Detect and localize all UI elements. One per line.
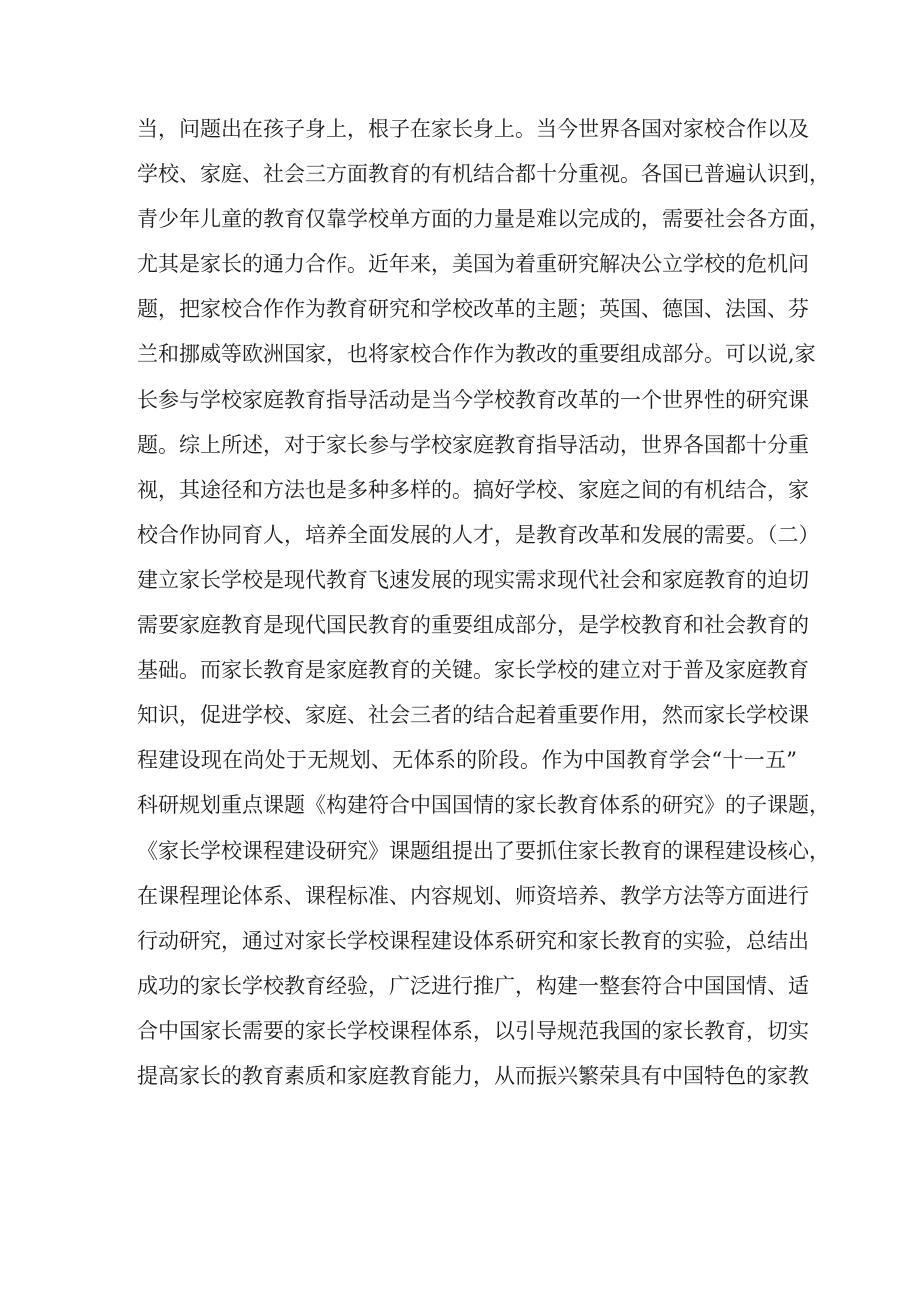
text-line: 兰和挪威等欧洲国家，也将家校合作作为教改的重要组成部分。可以说,家 bbox=[137, 342, 816, 367]
text-line: 基础。而家长教育是家庭教育的关键。家长学校的建立对于普及家庭教育 bbox=[137, 658, 809, 683]
text-line: 尤其是家长的通力合作。近年来，美国为着重研究解决公立学校的危机问 bbox=[137, 252, 809, 277]
text-line: 题。综上所述，对于家长参与学校家庭教育指导活动，世界各国都十分重 bbox=[137, 432, 809, 457]
text-line: 学校、家庭、社会三方面教育的有机结合都十分重视。各国已普遍认识到， bbox=[137, 162, 830, 187]
text-line: 需要家庭教育是现代国民教育的重要组成部分，是学校教育和社会教育的 bbox=[137, 613, 809, 638]
text-line: 青少年儿童的教育仅靠学校单方面的力量是难以完成的，需要社会各方面， bbox=[137, 207, 830, 232]
text-line: 当，问题出在孩子身上，根子在家长身上。当今世界各国对家校合作以及 bbox=[137, 117, 809, 141]
text-line: 程建设现在尚处于无规划、无体系的阶段。作为中国教育学会“十一五” bbox=[137, 748, 797, 773]
text-line: 长参与学校家庭教育指导活动是当今学校教育改革的一个世界性的研究课 bbox=[137, 387, 809, 412]
text-line: 题，把家校合作作为教育研究和学校改革的主题；英国、德国、法国、芬 bbox=[137, 297, 809, 322]
text-line: 《家长学校课程建设研究》课题组提出了要抓住家长教育的课程建设核心， bbox=[137, 838, 830, 863]
text-line: 校合作协同育人，培养全面发展的人才，是教育改革和发展的需要。（二） bbox=[137, 522, 820, 547]
text-line: 视，其途径和方法也是多种多样的。搞好学校、家庭之间的有机结合，家 bbox=[137, 477, 809, 502]
body-text bbox=[137, 107, 830, 1099]
text-line: 建立家长学校是现代教育飞速发展的现实需求现代社会和家庭教育的迫切 bbox=[137, 567, 809, 592]
text-line: 合中国家长需要的家长学校课程体系，以引导规范我国的家长教育，切实 bbox=[137, 1018, 809, 1043]
text-line: 成功的家长学校教育经验，广泛进行推广，构建一整套符合中国国情、适 bbox=[137, 973, 809, 998]
text-line: 知识，促进学校、家庭、社会三者的结合起着重要作用，然而家长学校课 bbox=[137, 703, 809, 728]
text-line: 科研规划重点课题《构建符合中国国情的家长教育体系的研究》的子课题， bbox=[137, 793, 830, 818]
text-line: 提高家长的教育素质和家庭教育能力，从而振兴繁荣具有中国特色的家教 bbox=[137, 1063, 809, 1088]
text-line: 在课程理论体系、课程标准、内容规划、师资培养、教学方法等方面进行 bbox=[137, 883, 809, 908]
text-line: 行动研究，通过对家长学校课程建设体系研究和家长教育的实验，总结出 bbox=[137, 928, 809, 953]
